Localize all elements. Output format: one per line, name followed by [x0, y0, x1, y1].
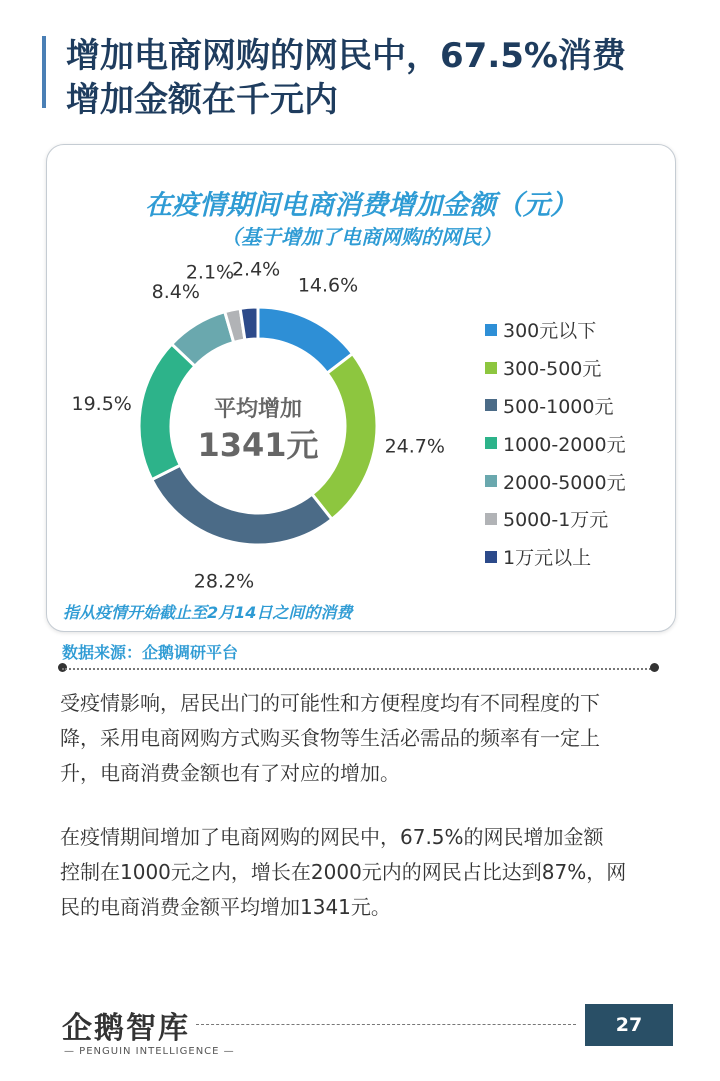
legend-label: 1万元以上 [503, 547, 592, 570]
chart-subtitle: （基于增加了电商网购的网民） [221, 225, 501, 249]
donut-slice-4 [139, 344, 195, 480]
legend-item-1 [485, 311, 626, 349]
data-source: 数据来源：企鹅调研平台 [62, 643, 239, 662]
slice-value-label-5: 8.4% [151, 281, 200, 304]
slice-value-label-6: 2.1% [185, 261, 235, 284]
chart-title: 在疫情期间电商消费增加金额（元） [145, 190, 577, 221]
footer-line [196, 1024, 576, 1025]
legend-swatch [485, 513, 497, 525]
page-title [66, 34, 686, 122]
legend-swatch [485, 475, 497, 487]
paragraph-2 [60, 820, 670, 925]
legend-swatch [485, 362, 497, 374]
page-title-line-2: 增加金额在千元内 [66, 80, 338, 120]
brand-logo: 企鹅智库 [62, 1011, 190, 1046]
chart-legend [485, 311, 626, 576]
center-label-top: 平均增加 [213, 397, 303, 422]
slice-value-label-2: 24.7% [384, 435, 445, 458]
paragraph-1-line-2: 降，采用电商网购方式购买食物等生活必需品的频率有一定上 [60, 726, 600, 750]
donut-slice-7 [240, 307, 258, 340]
chart-card [46, 144, 676, 632]
paragraph-1-line-3: 升，电商消费金额也有了对应的增加。 [60, 761, 400, 785]
paragraph-1 [60, 686, 670, 791]
legend-item-5 [485, 462, 626, 500]
paragraph-1-line-1: 受疫情影响，居民出门的可能性和方便程度均有不同程度的下 [60, 691, 600, 715]
legend-label: 5000-1万元 [503, 509, 609, 532]
separator-line [62, 668, 654, 670]
brand-logo-subtitle: — PENGUIN INTELLIGENCE — [64, 1046, 235, 1057]
legend-item-2 [485, 349, 626, 387]
legend-item-7 [485, 538, 626, 576]
legend-swatch [485, 324, 497, 336]
paragraph-2-line-2: 控制在1000元之内，增长在2000元内的网民占比达到87%，网 [60, 860, 627, 884]
chart-footnote: 指从疫情开始截止至2月14日之间的消费 [63, 603, 353, 622]
legend-label: 300-500元 [503, 358, 602, 381]
donut-slice-2 [312, 354, 377, 520]
legend-label: 500-1000元 [503, 395, 614, 418]
title-accent-bar [42, 36, 46, 108]
legend-swatch [485, 437, 497, 449]
legend-swatch [485, 399, 497, 411]
legend-item-3 [485, 387, 626, 425]
slice-value-label-4: 19.5% [71, 392, 132, 415]
slice-value-label-7: 2.4% [231, 258, 281, 281]
legend-item-6 [485, 500, 626, 538]
page-number: 27 [585, 1004, 673, 1046]
slice-value-label-1: 14.6% [297, 274, 359, 297]
legend-label: 1000-2000元 [503, 433, 626, 456]
separator-dot-right [650, 663, 659, 672]
center-label-value: 1341元 [197, 426, 319, 464]
paragraph-2-line-1: 在疫情期间增加了电商网购的网民中，67.5%的网民增加金额 [60, 825, 604, 849]
page-title-line-1: 增加电商网购的网民中，67.5%消费 [66, 36, 626, 76]
legend-label: 300元以下 [503, 320, 597, 343]
legend-label: 2000-5000元 [503, 471, 626, 494]
donut-slice-3 [152, 465, 332, 545]
paragraph-2-line-3: 民的电商消费金额平均增加1341元。 [60, 895, 391, 919]
legend-swatch [485, 551, 497, 563]
legend-item-4 [485, 424, 626, 462]
slice-value-label-3: 28.2% [193, 570, 255, 593]
